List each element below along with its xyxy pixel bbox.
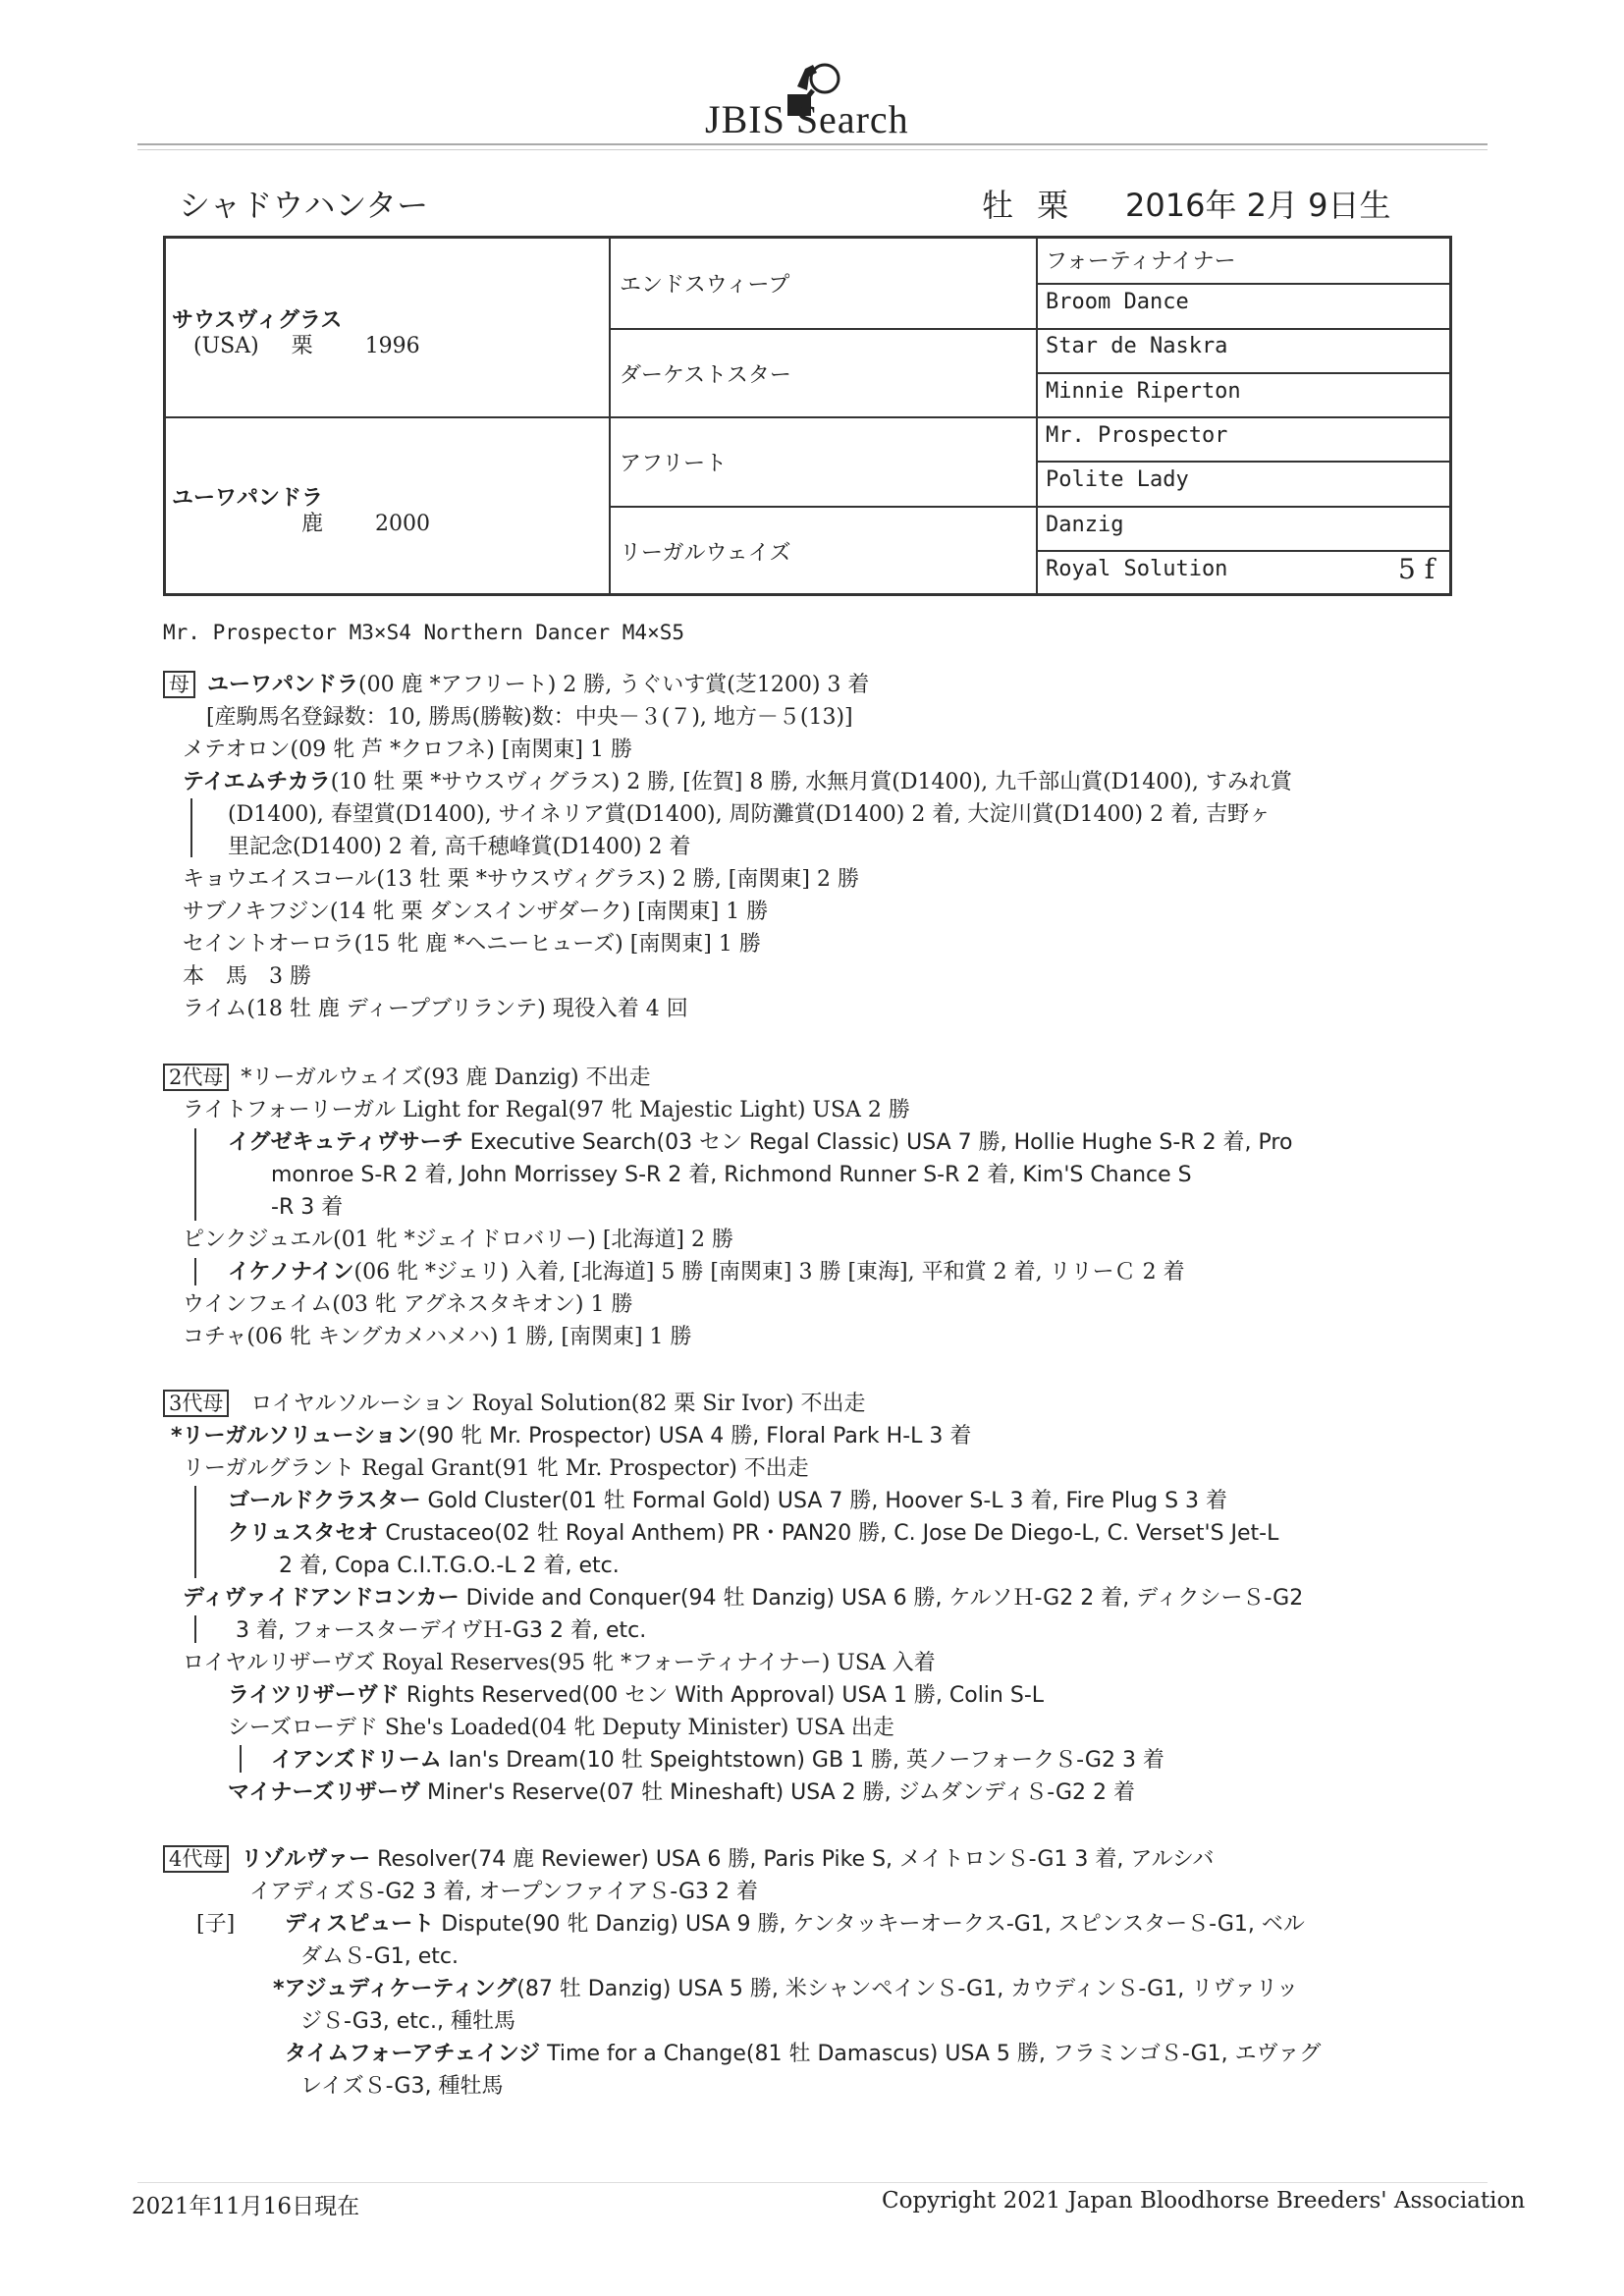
record-text: レイズＳ-G3, 種牡馬 <box>300 2074 504 2099</box>
dam-section <box>163 669 1371 1025</box>
record-text: Ian's Dream(10 牡 Speightstown) GB 1 勝, 英ノーフォークＳ-G2 3 着 <box>441 1748 1164 1773</box>
logo-text: JBIS Search <box>705 97 909 141</box>
branch-line <box>194 1486 196 1578</box>
record-text: ダムＳ-G1, etc. <box>300 1944 460 1969</box>
branch-line <box>194 1128 196 1221</box>
record-text: Gold Cluster(01 牡 Formal Gold) USA 7 勝, Hoover S-L 3 着, Fire Plug S 3 着 <box>420 1489 1228 1513</box>
divider <box>166 416 1449 418</box>
horse-name: ディヴァイドアンドコンカー <box>183 1586 460 1611</box>
gen2-dam-dam: リーガルウェイズ <box>620 541 791 566</box>
sire-color: 栗 <box>291 334 313 358</box>
offspring-line: キョウエイスコール(13 牡 栗 *サウスヴィグラス) 2 勝, [南関東] 2 勝 <box>183 867 859 892</box>
horse-name: *リーガルソリューション <box>171 1424 418 1449</box>
divider <box>1036 283 1449 285</box>
record-text: Divide and Conquer(94 牡 Danzig) USA 6 勝, ケルソＨ-G2 2 着, ディクシーＳ-G2 <box>459 1586 1304 1611</box>
sire-year: 1996 <box>364 334 420 358</box>
sex-color <box>982 181 1068 226</box>
header-rule-thin <box>137 149 1488 150</box>
divider <box>1036 461 1449 463</box>
offspring-line: コチャ(06 牝 キングカメハメハ) 1 勝, [南関東] 1 勝 <box>183 1325 692 1349</box>
branch-line <box>194 1258 196 1285</box>
record-text: (06 牝 *ジェリ) 入着, [北海道] 5 勝 [南関東] 3 勝 [東海], 平和賞 2 着, リリーＣ 2 着 <box>353 1260 1185 1285</box>
gen3-ancestor: Polite Lady <box>1046 467 1189 492</box>
branch-line <box>190 798 192 857</box>
horse-name: クリュスタセオ <box>228 1521 379 1546</box>
inbreeding-note: Mr. Prospector M3×S4 Northern Dancer M4×S5 <box>163 621 685 644</box>
gen3-ancestor: Danzig <box>1046 513 1124 537</box>
offspring-line: リーガルグラント Regal Grant(91 牝 Mr. Prospector) 不出走 <box>183 1456 809 1481</box>
horse-name: シャドウハンター <box>179 187 429 224</box>
branch-line <box>240 1745 242 1773</box>
dam-name: ユーワパンドラ <box>172 486 324 511</box>
fourth-dam-section <box>163 1843 1371 2103</box>
horse-name: イケノナイン <box>228 1260 354 1285</box>
dam-year: 2000 <box>375 512 431 536</box>
divider <box>1036 550 1449 552</box>
record-text: (D1400), 春望賞(D1400), サイネリア賞(D1400), 周防灘賞(D1400) 2 着, 大淀川賞(D1400) 2 着, 吉野ヶ <box>228 802 1272 827</box>
second-dam-section <box>163 1062 1371 1353</box>
pedigree-table <box>163 236 1452 596</box>
dam-color: 鹿 <box>301 512 324 536</box>
record-text: (10 牡 栗 *サウスヴィグラス) 2 勝, [佐賀] 8 勝, 水無月賞(D1400), 九千部山賞(D1400), すみれ賞 <box>330 770 1292 794</box>
record-text: 2 着, Copa C.I.T.G.O.-L 2 着, etc. <box>279 1554 620 1578</box>
record-text: Dispute(90 牝 Danzig) USA 9 勝, ケンタッキーオークス-G1, スピンスターＳ-G1, ベル <box>434 1912 1305 1937</box>
offspring-line: メテオロン(09 牝 芦 *クロフネ) [南関東] 1 勝 <box>183 738 632 762</box>
horse-name: ユーワパンドラ <box>207 673 359 697</box>
record-text: (00 鹿 *アフリート) 2 勝, うぐいす賞(芝1200) 3 着 <box>358 673 870 697</box>
offspring-line: ライム(18 牡 鹿 ディープブリランテ) 現役入着 4 回 <box>183 997 688 1021</box>
horse-name: *アジュディケーティング <box>273 1977 517 2001</box>
divider <box>609 239 611 593</box>
as-of-date: 2021年11月16日現在 <box>132 2194 360 2219</box>
divider <box>1036 239 1038 593</box>
sire-name: サウスヴィグラス <box>172 308 343 333</box>
footer-rule <box>137 2182 1488 2183</box>
offspring-line: シーズローデド She's Loaded(04 牝 Deputy Minister) USA 出走 <box>228 1716 894 1740</box>
record-text: -R 3 着 <box>271 1195 344 1220</box>
third-dam-section <box>163 1388 1371 1809</box>
section-tag: 母 <box>163 671 195 698</box>
gen3-ancestor: Broom Dance <box>1046 290 1189 314</box>
offspring-line: ライトフォーリーガル Light for Regal(97 牝 Majestic Light) USA 2 勝 <box>183 1098 910 1122</box>
horse-name: ディスピュート <box>285 1912 435 1937</box>
offspring-label: [子] <box>196 1912 236 1937</box>
record-text: Crustaceo(02 牡 Royal Anthem) PR・PAN20 勝, C. Jose De Diego-L, C. Verset'S Jet-L <box>378 1521 1279 1546</box>
record-text: (90 牝 Mr. Prospector) USA 4 勝, Floral Park H-L 3 着 <box>417 1424 972 1449</box>
horse-name: イアンズドリーム <box>271 1748 442 1773</box>
record-text: Time for a Change(81 牡 Damascus) USA 5 勝, フラミンゴＳ-G1, エヴァグ <box>540 2042 1322 2066</box>
record-text: Miner's Reserve(07 牡 Mineshaft) USA 2 勝, ジムダンディＳ-G2 2 着 <box>420 1780 1136 1805</box>
offspring-line: セイントオーロラ(15 牝 鹿 *ヘニーヒューズ) [南関東] 1 勝 <box>183 932 761 957</box>
divider <box>609 506 1449 508</box>
section-tag: 4代母 <box>163 1845 229 1873</box>
offspring-line: ピンクジュエル(01 牝 *ジェイドロバリー) [北海道] 2 勝 <box>183 1228 733 1252</box>
record-text: *リーガルウェイズ(93 鹿 Danzig) 不出走 <box>241 1066 651 1090</box>
sex: 牡 <box>982 187 1014 224</box>
color: 栗 <box>1037 187 1069 224</box>
gen2-dam-sire: アフリート <box>620 452 728 476</box>
gen3-ancestor: Star de Naskra <box>1046 334 1228 358</box>
record-text: イアディズＳ-G2 3 着, オープンファイアＳ-G3 2 着 <box>249 1880 759 1904</box>
birth-date: 2016年 2月 9日生 <box>1125 187 1391 224</box>
record-text: ロイヤルソルーション Royal Solution(82 栗 Sir Ivor) 不出走 <box>250 1392 866 1416</box>
record-text: (87 牡 Danzig) USA 5 勝, 米シャンペインＳ-G1, カウディンＳ-G1, リヴァリッ <box>516 1977 1299 2001</box>
gen3-ancestor: Mr. Prospector <box>1046 423 1228 448</box>
offspring-line: サブノキフジン(14 牝 栗 ダンスインザダーク) [南関東] 1 勝 <box>183 900 769 924</box>
gen2-sire-dam: ダーケストスター <box>620 363 791 388</box>
record-text: ジＳ-G3, etc., 種牡馬 <box>300 2009 516 2034</box>
branch-line <box>194 1615 196 1643</box>
record-text: Rights Reserved(00 セン With Approval) USA 1 勝, Colin S-L <box>399 1683 1045 1708</box>
horse-name: イグゼキュティヴサーチ <box>228 1130 463 1155</box>
horse-name: タイムフォーアチェインジ <box>285 2042 541 2066</box>
offspring-line: ロイヤルリザーヴズ Royal Reserves(95 牝 *フォーティナイナー) USA 入着 <box>183 1651 936 1675</box>
offspring-line: 本 馬 3 勝 <box>183 964 311 989</box>
copyright: Copyright 2021 Japan Bloodhorse Breeders' Association <box>882 2188 1526 2214</box>
horse-name: リゾルヴァー <box>241 1847 371 1872</box>
horse-name: マイナーズリザーヴ <box>228 1780 421 1805</box>
gen3-ancestor: Minnie Riperton <box>1046 379 1241 404</box>
gen2-sire-sire: エンドスウィープ <box>620 273 790 298</box>
dam-info <box>301 507 430 537</box>
record-text: 里記念(D1400) 2 着, 高千穂峰賞(D1400) 2 着 <box>228 835 691 859</box>
horse-name: テイエムチカラ <box>183 770 331 794</box>
horse-name: ゴールドクラスター <box>228 1489 421 1513</box>
gen3-ancestor: フォーティナイナー <box>1046 249 1236 274</box>
record-text: 3 着, フォースターデイヴＨ-G3 2 着, etc. <box>236 1618 647 1643</box>
sire-info <box>193 329 420 359</box>
jbis-logo <box>687 47 943 145</box>
record-text: [産駒馬名登録数：10, 勝馬(勝鞍)数：中央－３(７), 地方－５(13)] <box>206 705 853 730</box>
sire-country: (USA) <box>193 334 259 358</box>
record-text: Executive Search(03 セン Regal Classic) USA 7 勝, Hollie Hughe S-R 2 着, Pro <box>462 1130 1293 1155</box>
offspring-line: ウインフェイム(03 牝 アグネスタキオン) 1 勝 <box>183 1292 633 1317</box>
record-text: monroe S-R 2 着, John Morrissey S-R 2 着, Richmond Runner S-R 2 着, Kim'S Chance S <box>271 1163 1192 1187</box>
divider <box>1036 372 1449 374</box>
family-number: 5 f <box>1398 553 1435 585</box>
divider <box>609 328 1449 330</box>
section-tag: 3代母 <box>163 1390 229 1417</box>
section-tag: 2代母 <box>163 1064 229 1091</box>
horse-name: ライツリザーヴド <box>228 1683 400 1708</box>
record-text: Resolver(74 鹿 Reviewer) USA 6 勝, Paris Pike S, メイトロンＳ-G1 3 着, アルシバ <box>370 1847 1215 1872</box>
gen3-ancestor: Royal Solution <box>1046 557 1228 581</box>
header-rule <box>137 143 1488 145</box>
